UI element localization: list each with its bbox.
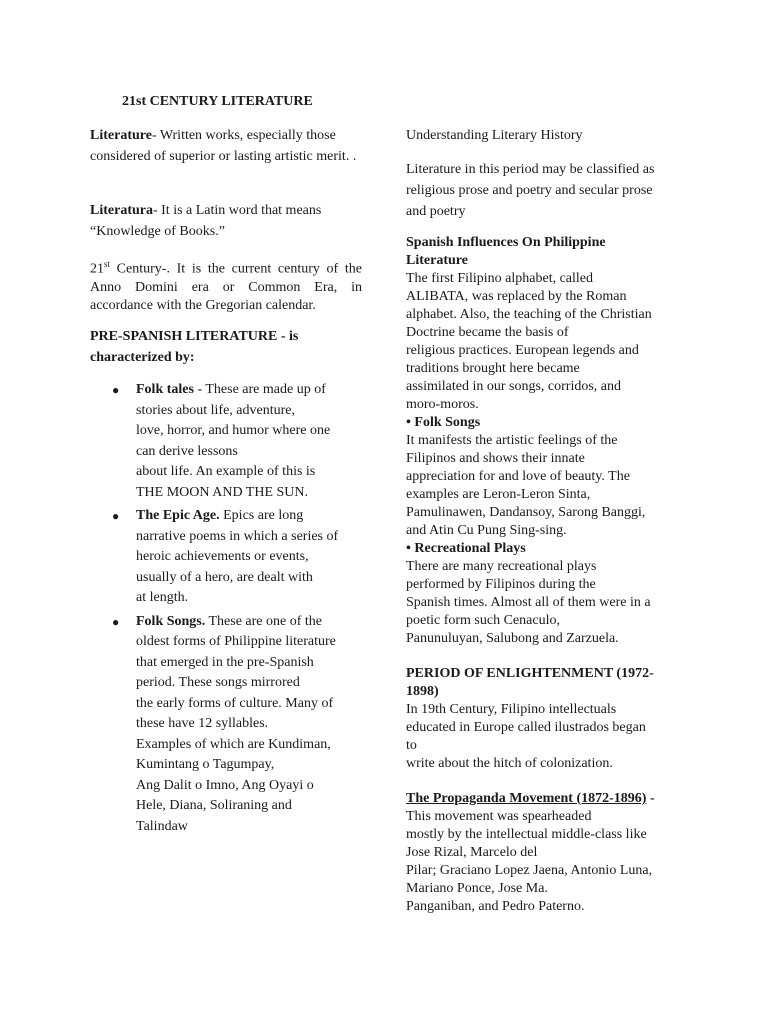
century-number: 21 [90, 261, 104, 277]
bullet-line: stories about life, adventure, [136, 402, 296, 418]
bullet-epic-age [90, 506, 370, 609]
recreational-line: poetic form such Cenaculo, [406, 613, 560, 628]
spanish-line: traditions brought here became [406, 361, 580, 376]
bullet-term: Folk Songs. [136, 613, 206, 629]
definition-literatura [90, 201, 365, 242]
enlightenment-line: write about the hitch of colonization. [406, 756, 613, 771]
bullet-dot-icon: ● [112, 614, 120, 629]
spanish-line: The first Filipino alphabet, called [406, 271, 594, 286]
folk-songs-line: It manifests the artistic feelings of the [406, 433, 618, 448]
bullet-line: oldest forms of Philippine literature [136, 634, 336, 649]
folk-songs-line: and Atin Cu Pung Sing-sing. [406, 523, 567, 538]
recreational-line: There are many recreational plays [406, 559, 597, 574]
bullet-dot-icon: ● [112, 509, 120, 523]
bullet-line: at length. [136, 590, 189, 605]
bullet-line: heroic achievements or events, [136, 549, 309, 564]
definition-21st-century [90, 255, 362, 315]
bullet-line: THE MOON AND THE SUN. [136, 484, 309, 500]
pre-spanish-bullet-list [90, 380, 370, 837]
spanish-influences-section [406, 234, 691, 648]
bullet-line: - These are made up of [193, 382, 326, 397]
bullet-line: Ang Dalit o Imno, Ang Oyayi o [136, 777, 314, 793]
enlightenment-line: In 19th Century, Filipino intellectuals [406, 702, 617, 717]
propaganda-line: Jose Rizal, Marcelo del [406, 845, 538, 860]
pre-spanish-heading-line1: PRE-SPANISH LITERATURE - is [90, 329, 299, 344]
folk-songs-bullet: • Folk Songs [406, 415, 481, 430]
pre-spanish-heading [90, 326, 365, 368]
recreational-line: Panunuluyan, Salubong and Zarzuela. [406, 631, 619, 646]
bullet-line: usually of a hero, are dealt with [136, 569, 313, 585]
propaganda-line: mostly by the intellectual middle-class like [406, 827, 647, 842]
recreational-line: performed by Filipinos during the [406, 577, 596, 592]
propaganda-section [406, 790, 691, 916]
bullet-folk-songs [90, 612, 370, 838]
propaganda-heading: The Propaganda Movement (1872-1896) [406, 791, 647, 806]
bullet-term: The Epic Age. [136, 508, 220, 523]
classification-line: and poetry [406, 204, 466, 219]
term-literatura: Literatura [90, 203, 153, 218]
right-heading: Understanding Literary History [406, 128, 583, 143]
propaganda-line: This movement was spearheaded [406, 809, 592, 824]
bullet-term: Folk tales [136, 382, 194, 397]
bullet-line: These are one of the [205, 613, 322, 629]
bullet-folk-tales [90, 380, 370, 503]
bullet-line: narrative poems in which a series of [136, 528, 339, 544]
spanish-line: religious practices. European legends and [406, 343, 639, 358]
folk-songs-line: Pamulinawen, Dandansoy, Sarong Banggi, [406, 505, 646, 520]
bullet-line: the early forms of culture. Many of [136, 695, 334, 711]
propaganda-line: Mariano Ponce, Jose Ma. [406, 881, 548, 896]
recreational-plays-bullet: • Recreational Plays [406, 541, 526, 556]
term-literature: Literature [90, 128, 152, 143]
bullet-line: that emerged in the pre-Spanish [136, 654, 314, 670]
propaganda-dash: - [646, 791, 655, 806]
spanish-line: assimilated in our songs, corridos, and [406, 379, 622, 394]
bullet-line: period. These songs mirrored [136, 675, 300, 690]
bullet-line: can derive lessons [136, 443, 238, 459]
bullet-line: these have 12 syllables. [136, 716, 269, 731]
bullet-line: Hele, Diana, Soliraning and [136, 798, 292, 813]
folk-songs-line: appreciation for and love of beauty. The [406, 469, 630, 484]
definition-21st-text: Century-. It is the current century of the Anno Domini era or Common Era, in accordance with the Gregorian calendar. [90, 261, 362, 313]
bullet-line: Examples of which are Kundiman, [136, 736, 331, 752]
propaganda-line: Panganiban, and Pedro Paterno. [406, 899, 585, 914]
classification-paragraph [406, 159, 691, 222]
definition-literature [90, 126, 365, 167]
bullet-dot-icon: ● [112, 383, 120, 397]
document-title: 21st CENTURY LITERATURE [122, 94, 313, 109]
enlightenment-line: educated in Europe called ilustrados began [406, 720, 646, 735]
spanish-line: Doctrine became the basis of [406, 325, 569, 340]
classification-line: Literature in this period may be classified as [406, 162, 655, 177]
definition-literature-text: - Written works, especially those considered of superior or lasting artistic merit. . [90, 128, 357, 164]
bullet-line: about life. An example of this is [136, 464, 316, 479]
enlightenment-section [406, 665, 691, 773]
bullet-line: love, horror, and humor where one [136, 423, 331, 438]
definition-literatura-text: - It is a Latin word that means “Knowledge of Books.” [90, 203, 322, 239]
bullet-line: Kumintang o Tagumpay, [136, 757, 275, 772]
spanish-heading-line: Spanish Influences On Philippine [406, 235, 606, 250]
folk-songs-line: Filipinos and shows their innate [406, 451, 585, 466]
spanish-line: ALIBATA, was replaced by the Roman [406, 289, 627, 304]
bullet-line: Talindaw [136, 818, 188, 834]
propaganda-line: Pilar; Graciano Lopez Jaena, Antonio Luna, [406, 863, 653, 878]
enlightenment-heading-line: PERIOD OF ENLIGHTENMENT (1972- [406, 666, 654, 681]
spanish-heading-line: Literature [406, 253, 468, 268]
spanish-line: alphabet. Also, the teaching of the Christian [406, 307, 652, 322]
folk-songs-line: examples are Leron-Leron Sinta, [406, 487, 591, 502]
spanish-line: moro-moros. [406, 397, 479, 412]
pre-spanish-heading-line2: characterized by: [90, 350, 195, 365]
bullet-line: Epics are long [219, 508, 304, 523]
century-suffix: st [104, 259, 111, 269]
classification-line: religious prose and poetry and secular prose [406, 183, 653, 198]
recreational-line: Spanish times. Almost all of them were in a [406, 595, 651, 610]
enlightenment-heading-line: 1898) [406, 684, 439, 699]
enlightenment-line: to [406, 738, 417, 753]
